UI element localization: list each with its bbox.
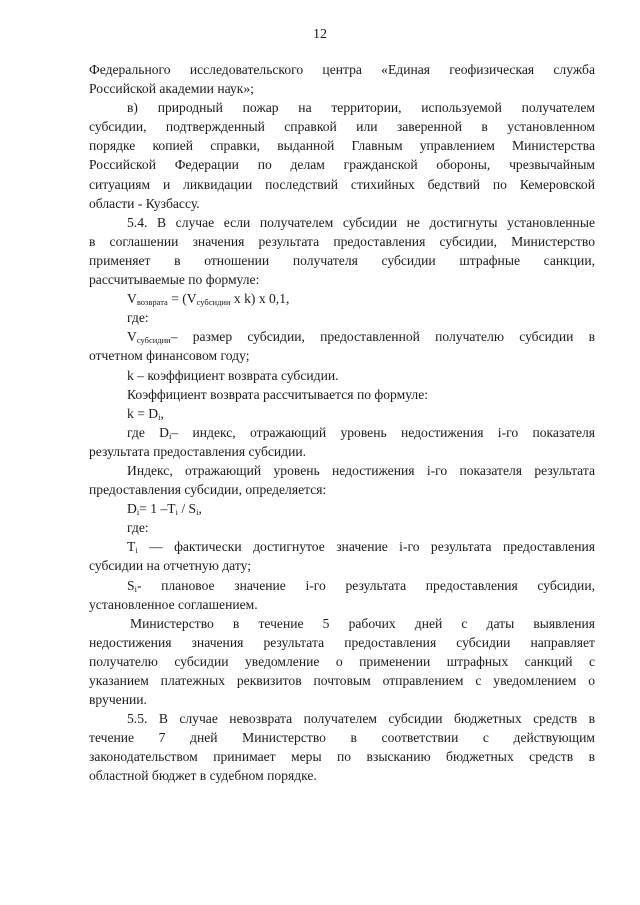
- text-line: в) природный пожар на территории, используемой получателем: [127, 100, 595, 116]
- definition-line: $S_i-$ плановое значение i-го результата предоставления субсидии,: [127, 577, 595, 594]
- text-line: течение 7 дней Министерство в соответствии с действующим: [89, 730, 595, 746]
- text-line: Российской Федерации по делам гражданской обороны, чрезвычайным: [89, 157, 595, 173]
- text-line: k – коэффициент возврата субсидии.: [127, 367, 339, 383]
- document-body: [89, 60, 595, 786]
- text-line: области - Кузбассу.: [89, 195, 200, 211]
- text-line: рассчитываемые по формуле:: [89, 272, 260, 288]
- text-line: отчетном финансовом году;: [89, 348, 250, 364]
- text-line: Министерство в течение 5 рабочих дней с даты выявления: [130, 615, 595, 631]
- text-line: областной бюджет в судебном порядке.: [89, 768, 317, 784]
- text-line: Коэффициент возврата рассчитывается по формуле:: [127, 386, 429, 402]
- page-number: 12: [313, 27, 327, 42]
- text-line: получателю субсидии уведомление о применении штрафных санкций с: [89, 653, 595, 669]
- text-line: указанием платежных реквизитов почтовым отправлением с уведомлением о: [89, 673, 595, 688]
- text-line: установленное соглашением.: [89, 596, 258, 612]
- text-line: где:: [127, 520, 149, 536]
- text-line: Индекс, отражающий уровень недостижения i-го показателя результата: [127, 462, 595, 478]
- text-line: в соглашении значения результата предоставления субсидии, Министерство: [89, 233, 595, 249]
- definition-line: $V_{субсидии}-$ размер субсидии, предоставленной получателю субсидии в: [127, 329, 595, 346]
- text-line: Федерального исследовательского центра «Единая геофизическая служба: [89, 62, 595, 77]
- definition-line: где $D_i-$ индекс, отражающий уровень недостижения i-го показателя: [127, 424, 596, 441]
- text-line: субсидии на отчетную дату;: [89, 558, 252, 574]
- text-line: 5.5. В случае невозврата получателем субсидии бюджетных средств в: [127, 711, 595, 727]
- text-line: вручении.: [89, 692, 147, 708]
- text-line: применяет в отношении получателя субсидии штрафные санкции,: [89, 252, 595, 268]
- definition-line: $T_i$ –– фактически достигнутое значение i-го результата предоставления: [127, 539, 595, 556]
- text-line: 5.4. В случае если получателем субсидии не достигнуты установленные: [127, 214, 595, 230]
- text-line: ситуациям и ликвидации последствий стихийных бедствий по Кемеровской: [89, 176, 595, 192]
- text-line: законодательством принимает меры по взысканию бюджетных средств в: [89, 749, 595, 765]
- formula-penalty: $V_{возврата} = (V_{субсидии}$ x k) x 0,1,: [127, 291, 290, 308]
- text-line: где:: [127, 310, 149, 326]
- formula-index: $D_i= 1$ $-T_i / S_i$,: [127, 501, 202, 518]
- text-line: предоставления субсидии, определяется:: [89, 482, 327, 498]
- formula-coefficient: $k = D_i$,: [127, 405, 164, 422]
- text-line: порядке копией справки, выданной Главным управлением Министерства: [89, 138, 595, 154]
- text-line: недостижения значения результата предоставления субсидии направляет: [89, 634, 595, 650]
- text-line: Российской академии наук»;: [89, 81, 254, 97]
- text-line: результата предоставления субсидии.: [89, 443, 307, 459]
- text-line: субсидии, подтвержденный справкой или заверенной в установленном: [89, 119, 595, 135]
